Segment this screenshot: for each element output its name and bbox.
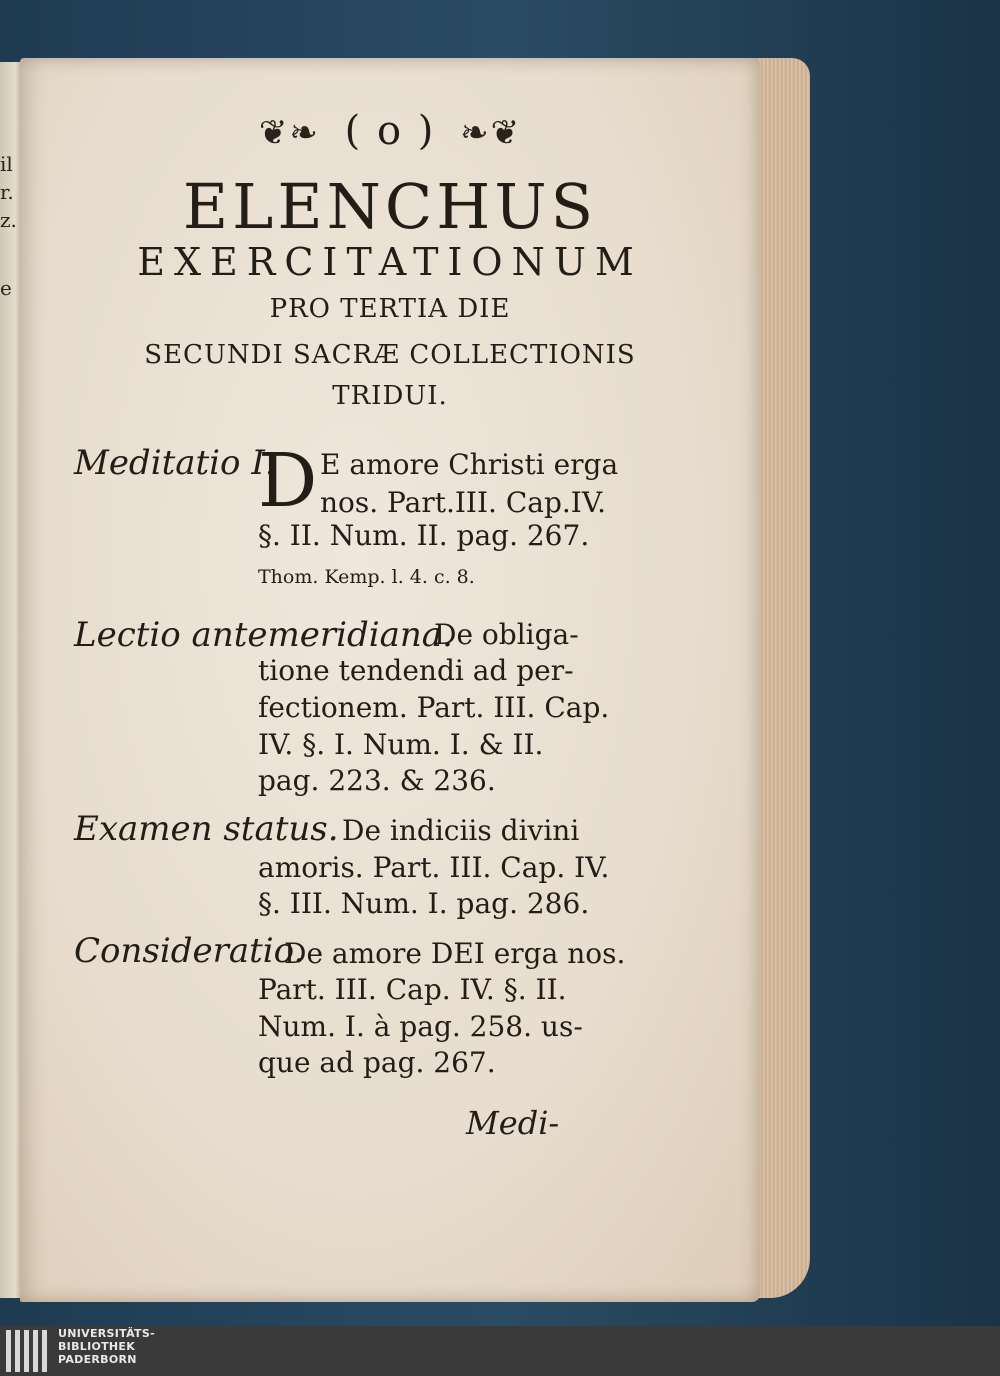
fragment-line: z.: [0, 208, 17, 232]
consideratio-label: Consideratio.: [74, 931, 305, 971]
heading-line-4: SECUNDI SACRÆ COLLECTIONIS: [144, 340, 636, 370]
catchword: Medi-: [466, 1104, 560, 1142]
page-number: ( o ): [344, 108, 436, 154]
examen-line: De indiciis divini: [342, 814, 580, 847]
meditatio-line: nos. Part.III. Cap.IV.: [320, 486, 607, 519]
logo-line: BIBLIOTHEK: [58, 1340, 136, 1353]
page-stack-edge: [752, 58, 810, 1298]
left-page-text-fragment: [0, 150, 17, 302]
page-subtitle: EXERCITATIONUM: [137, 240, 643, 284]
fragment-line: e: [0, 276, 12, 300]
fragment-line: r.: [0, 180, 14, 204]
fleuron-left-icon: ❦❧: [258, 113, 320, 153]
lectio-line: tione tendendi ad per-: [258, 654, 574, 687]
logo-line: UNIVERSITÄTS-: [58, 1327, 155, 1340]
meditatio-note: Thom. Kemp. l. 4. c. 8.: [258, 566, 475, 588]
drop-cap: D: [258, 438, 318, 524]
consideratio-line: que ad pag. 267.: [258, 1046, 496, 1079]
lectio-label: Lectio antemeridiana.: [74, 615, 453, 655]
library-logo-text: [58, 1327, 155, 1366]
lectio-line: De obliga-: [434, 618, 579, 651]
page-title: ELENCHUS: [182, 170, 598, 243]
fleuron-right-icon: ❧❦: [460, 113, 522, 153]
consideratio-line: Part. III. Cap. IV. §. II.: [258, 973, 567, 1006]
meditatio-line: E amore Christi erga: [320, 448, 619, 481]
heading-line-5: TRIDUI.: [332, 381, 448, 411]
lectio-line: pag. 223. & 236.: [258, 764, 496, 797]
logo-line: PADERBORN: [58, 1353, 137, 1366]
lectio-line: IV. §. I. Num. I. & II.: [258, 728, 544, 761]
library-logo-icon: [6, 1330, 48, 1372]
meditatio-line: §. II. Num. II. pag. 267.: [258, 519, 590, 552]
consideratio-line: Num. I. à pag. 258. us-: [258, 1010, 583, 1043]
examen-label: Examen status.: [74, 809, 339, 849]
lectio-line: fectionem. Part. III. Cap.: [258, 691, 610, 724]
examen-line: §. III. Num. I. pag. 286.: [258, 887, 590, 920]
heading-line-3: PRO TERTIA DIE: [269, 294, 511, 324]
meditatio-label: Meditatio I.: [74, 443, 276, 483]
fragment-line: il: [0, 152, 13, 176]
consideratio-line: De amore DEI erga nos.: [284, 937, 626, 970]
page-header: [20, 108, 760, 154]
examen-line: amoris. Part. III. Cap. IV.: [258, 851, 610, 884]
